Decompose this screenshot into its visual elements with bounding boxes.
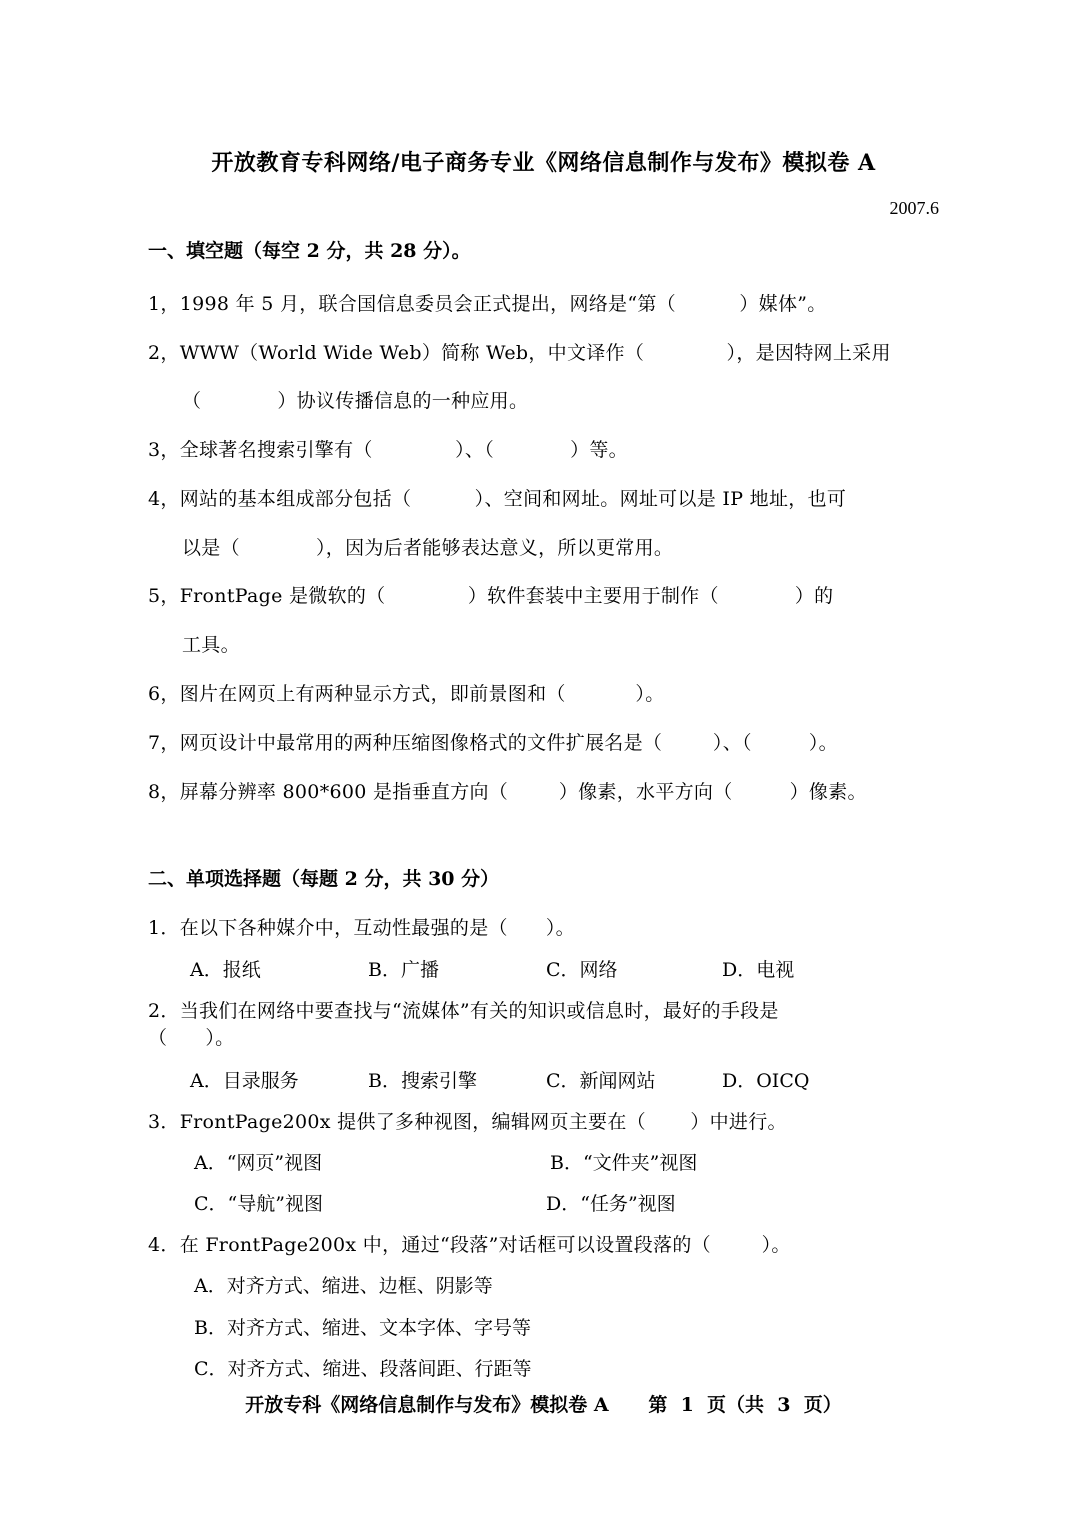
option-c: C．对齐方式、缩进、段落间距、行距等: [194, 1358, 532, 1380]
fill-blank-line: （ ）协议传播信息的一种应用。: [182, 390, 529, 412]
option-b: B．“文件夹”视图: [550, 1152, 698, 1174]
option-a: A．报纸: [190, 959, 261, 981]
question-stem: 4．在 FrontPage200x 中，通过“段落”对话框可以设置段落的（ ）。: [148, 1234, 791, 1256]
fill-blank-line: 5，FrontPage 是微软的（ ）软件套装中主要用于制作（ ）的: [148, 585, 834, 607]
option-d: D．“任务”视图: [546, 1193, 676, 1215]
question-stem: 2．当我们在网络中要查找与“流媒体”有关的知识或信息时，最好的手段是: [148, 1000, 779, 1022]
option-b: B．对齐方式、缩进、文本字体、字号等: [194, 1317, 531, 1339]
fill-blank-line: 4，网站的基本组成部分包括（ ）、空间和网址。网址可以是 IP 地址，也可: [148, 488, 847, 510]
fill-blank-line: 3，全球著名搜索引擎有（ ）、（ ）等。: [148, 439, 628, 461]
fill-blank-line: 2，WWW（World Wide Web）简称 Web，中文译作（ ），是因特网上采用: [148, 342, 891, 364]
option-b: B．广播: [368, 959, 439, 981]
page-title: 开放教育专科网络/电子商务专业《网络信息制作与发布》模拟卷 A: [211, 150, 876, 176]
question-stem-continued: （ ）。: [148, 1027, 235, 1049]
fill-blank-line: 6，图片在网页上有两种显示方式，即前景图和（ ）。: [148, 683, 665, 705]
fill-blank-line: 以是（ ），因为后者能够表达意义，所以更常用。: [182, 537, 674, 559]
option-c: C．“导航”视图: [194, 1193, 323, 1215]
option-a: A．对齐方式、缩进、边框、阴影等: [194, 1275, 493, 1297]
option-d: D．电视: [722, 959, 795, 981]
page-footer: 开放专科《网络信息制作与发布》模拟卷 A 第 1 页（共 3 页）: [245, 1394, 842, 1416]
option-c: C．网络: [546, 959, 618, 981]
option-c: C．新闻网站: [546, 1070, 656, 1092]
option-d: D．OICQ: [722, 1070, 810, 1092]
fill-blank-line: 7，网页设计中最常用的两种压缩图像格式的文件扩展名是（ ）、（ ）。: [148, 732, 838, 754]
question-stem: 1．在以下各种媒介中，互动性最强的是（ ）。: [148, 917, 575, 939]
section-heading-single-choice: 二、单项选择题（每题 2 分，共 30 分）: [148, 868, 500, 890]
option-a: A．目录服务: [190, 1070, 299, 1092]
fill-blank-line: 8，屏幕分辨率 800*600 是指垂直方向（ ）像素，水平方向（ ）像素。: [148, 781, 867, 803]
option-a: A．“网页”视图: [194, 1152, 323, 1174]
exam-date: 2007.6: [889, 198, 939, 218]
option-b: B．搜索引擎: [368, 1070, 477, 1092]
fill-blank-line: 1，1998 年 5 月，联合国信息委员会正式提出，网络是“第（ ）媒体”。: [148, 293, 827, 315]
section-heading-fill-blank: 一、填空题（每空 2 分，共 28 分）。: [148, 240, 471, 262]
question-stem: 3．FrontPage200x 提供了多种视图，编辑网页主要在（ ）中进行。: [148, 1111, 787, 1133]
fill-blank-line: 工具。: [182, 634, 240, 656]
